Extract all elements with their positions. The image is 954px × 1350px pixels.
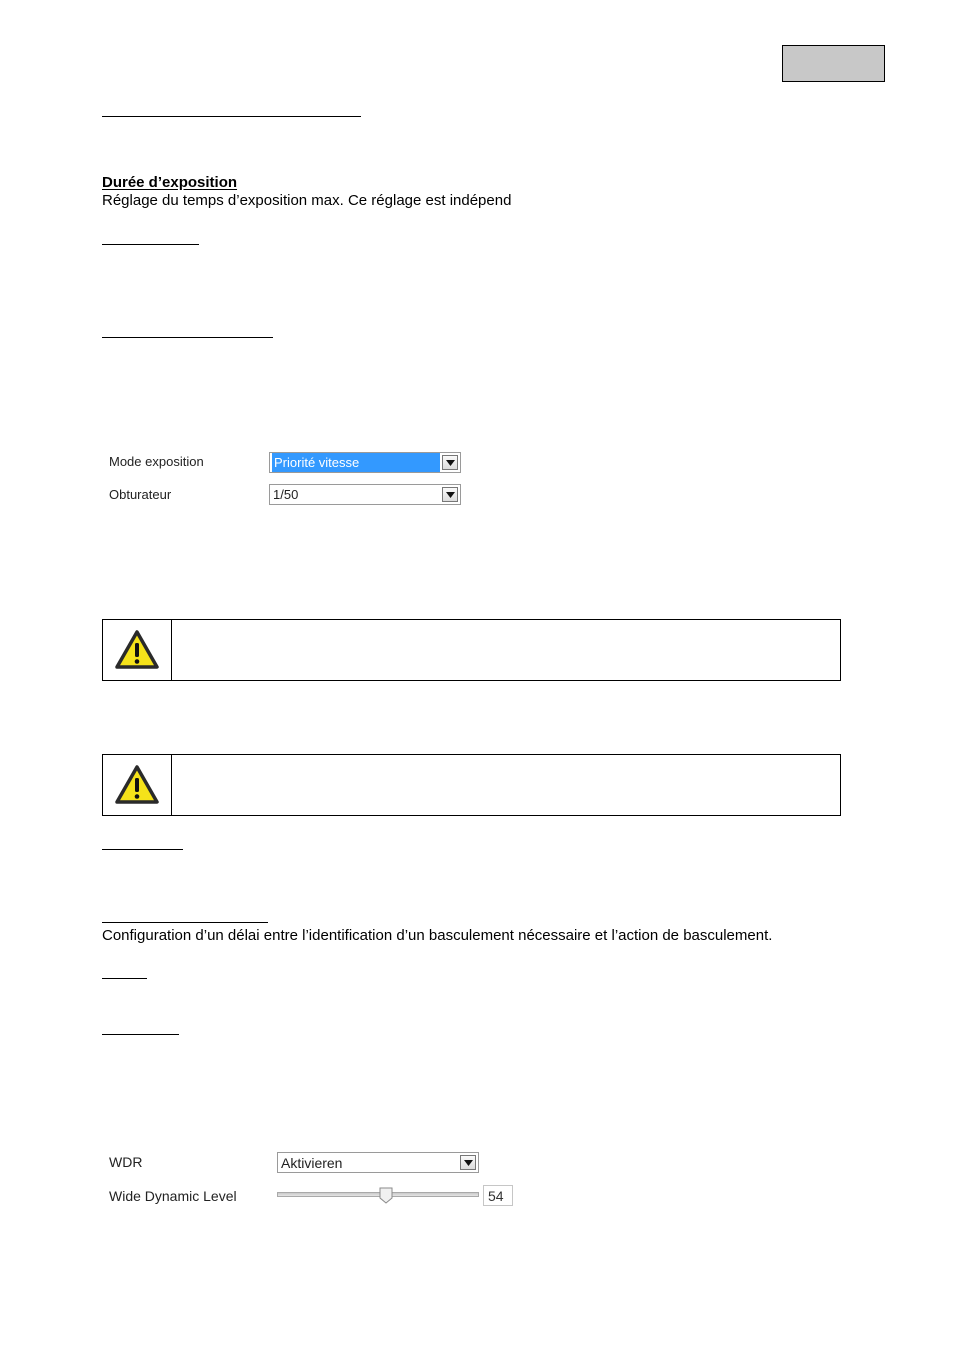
- warning-icon-cell: [103, 755, 172, 815]
- exposure-mode-value: Priorité vitesse: [272, 453, 440, 472]
- warning-text: [172, 620, 840, 680]
- switch-delay-description: Configuration d’un délai entre l’identification d’un basculement nécessaire et l’action de basculement.: [102, 927, 773, 944]
- warning-text: [172, 755, 840, 815]
- heading-rule-3: [102, 849, 183, 850]
- heading-rule-5: [102, 978, 147, 979]
- wide-dynamic-level-value[interactable]: 54: [483, 1185, 513, 1206]
- warning-box: [102, 754, 841, 816]
- heading-rule-4: [102, 922, 268, 923]
- exposure-heading: Durée d’exposition: [102, 174, 238, 191]
- exposure-mode-label: Mode exposition: [109, 454, 204, 469]
- section-heading-rule: [102, 116, 361, 117]
- exposure-description: Réglage du temps d’exposition max. Ce réglage est indépend: [102, 192, 512, 209]
- wdr-label: WDR: [109, 1154, 143, 1170]
- heading-rule-2: [102, 337, 273, 338]
- warning-box: [102, 619, 841, 681]
- warning-triangle-icon: [114, 764, 160, 806]
- shutter-label: Obturateur: [109, 487, 172, 502]
- exposure-mode-select[interactable]: [269, 452, 461, 473]
- shutter-select[interactable]: [269, 484, 461, 505]
- wdr-value: Aktivieren: [281, 1154, 343, 1171]
- heading-rule-6: [102, 1034, 179, 1035]
- shutter-value: 1/50: [273, 487, 299, 502]
- heading-rule-1: [102, 244, 199, 245]
- wide-dynamic-level-label: Wide Dynamic Level: [109, 1188, 237, 1204]
- warning-icon-cell: [103, 620, 172, 680]
- chevron-down-icon[interactable]: [442, 487, 458, 502]
- chevron-down-icon[interactable]: [442, 455, 458, 470]
- language-tab: [782, 45, 885, 82]
- chevron-down-icon[interactable]: [460, 1155, 476, 1170]
- warning-triangle-icon: [114, 629, 160, 671]
- wdr-select[interactable]: [277, 1152, 479, 1173]
- slider-thumb[interactable]: [379, 1187, 393, 1204]
- wide-dynamic-level-slider[interactable]: [277, 1192, 479, 1197]
